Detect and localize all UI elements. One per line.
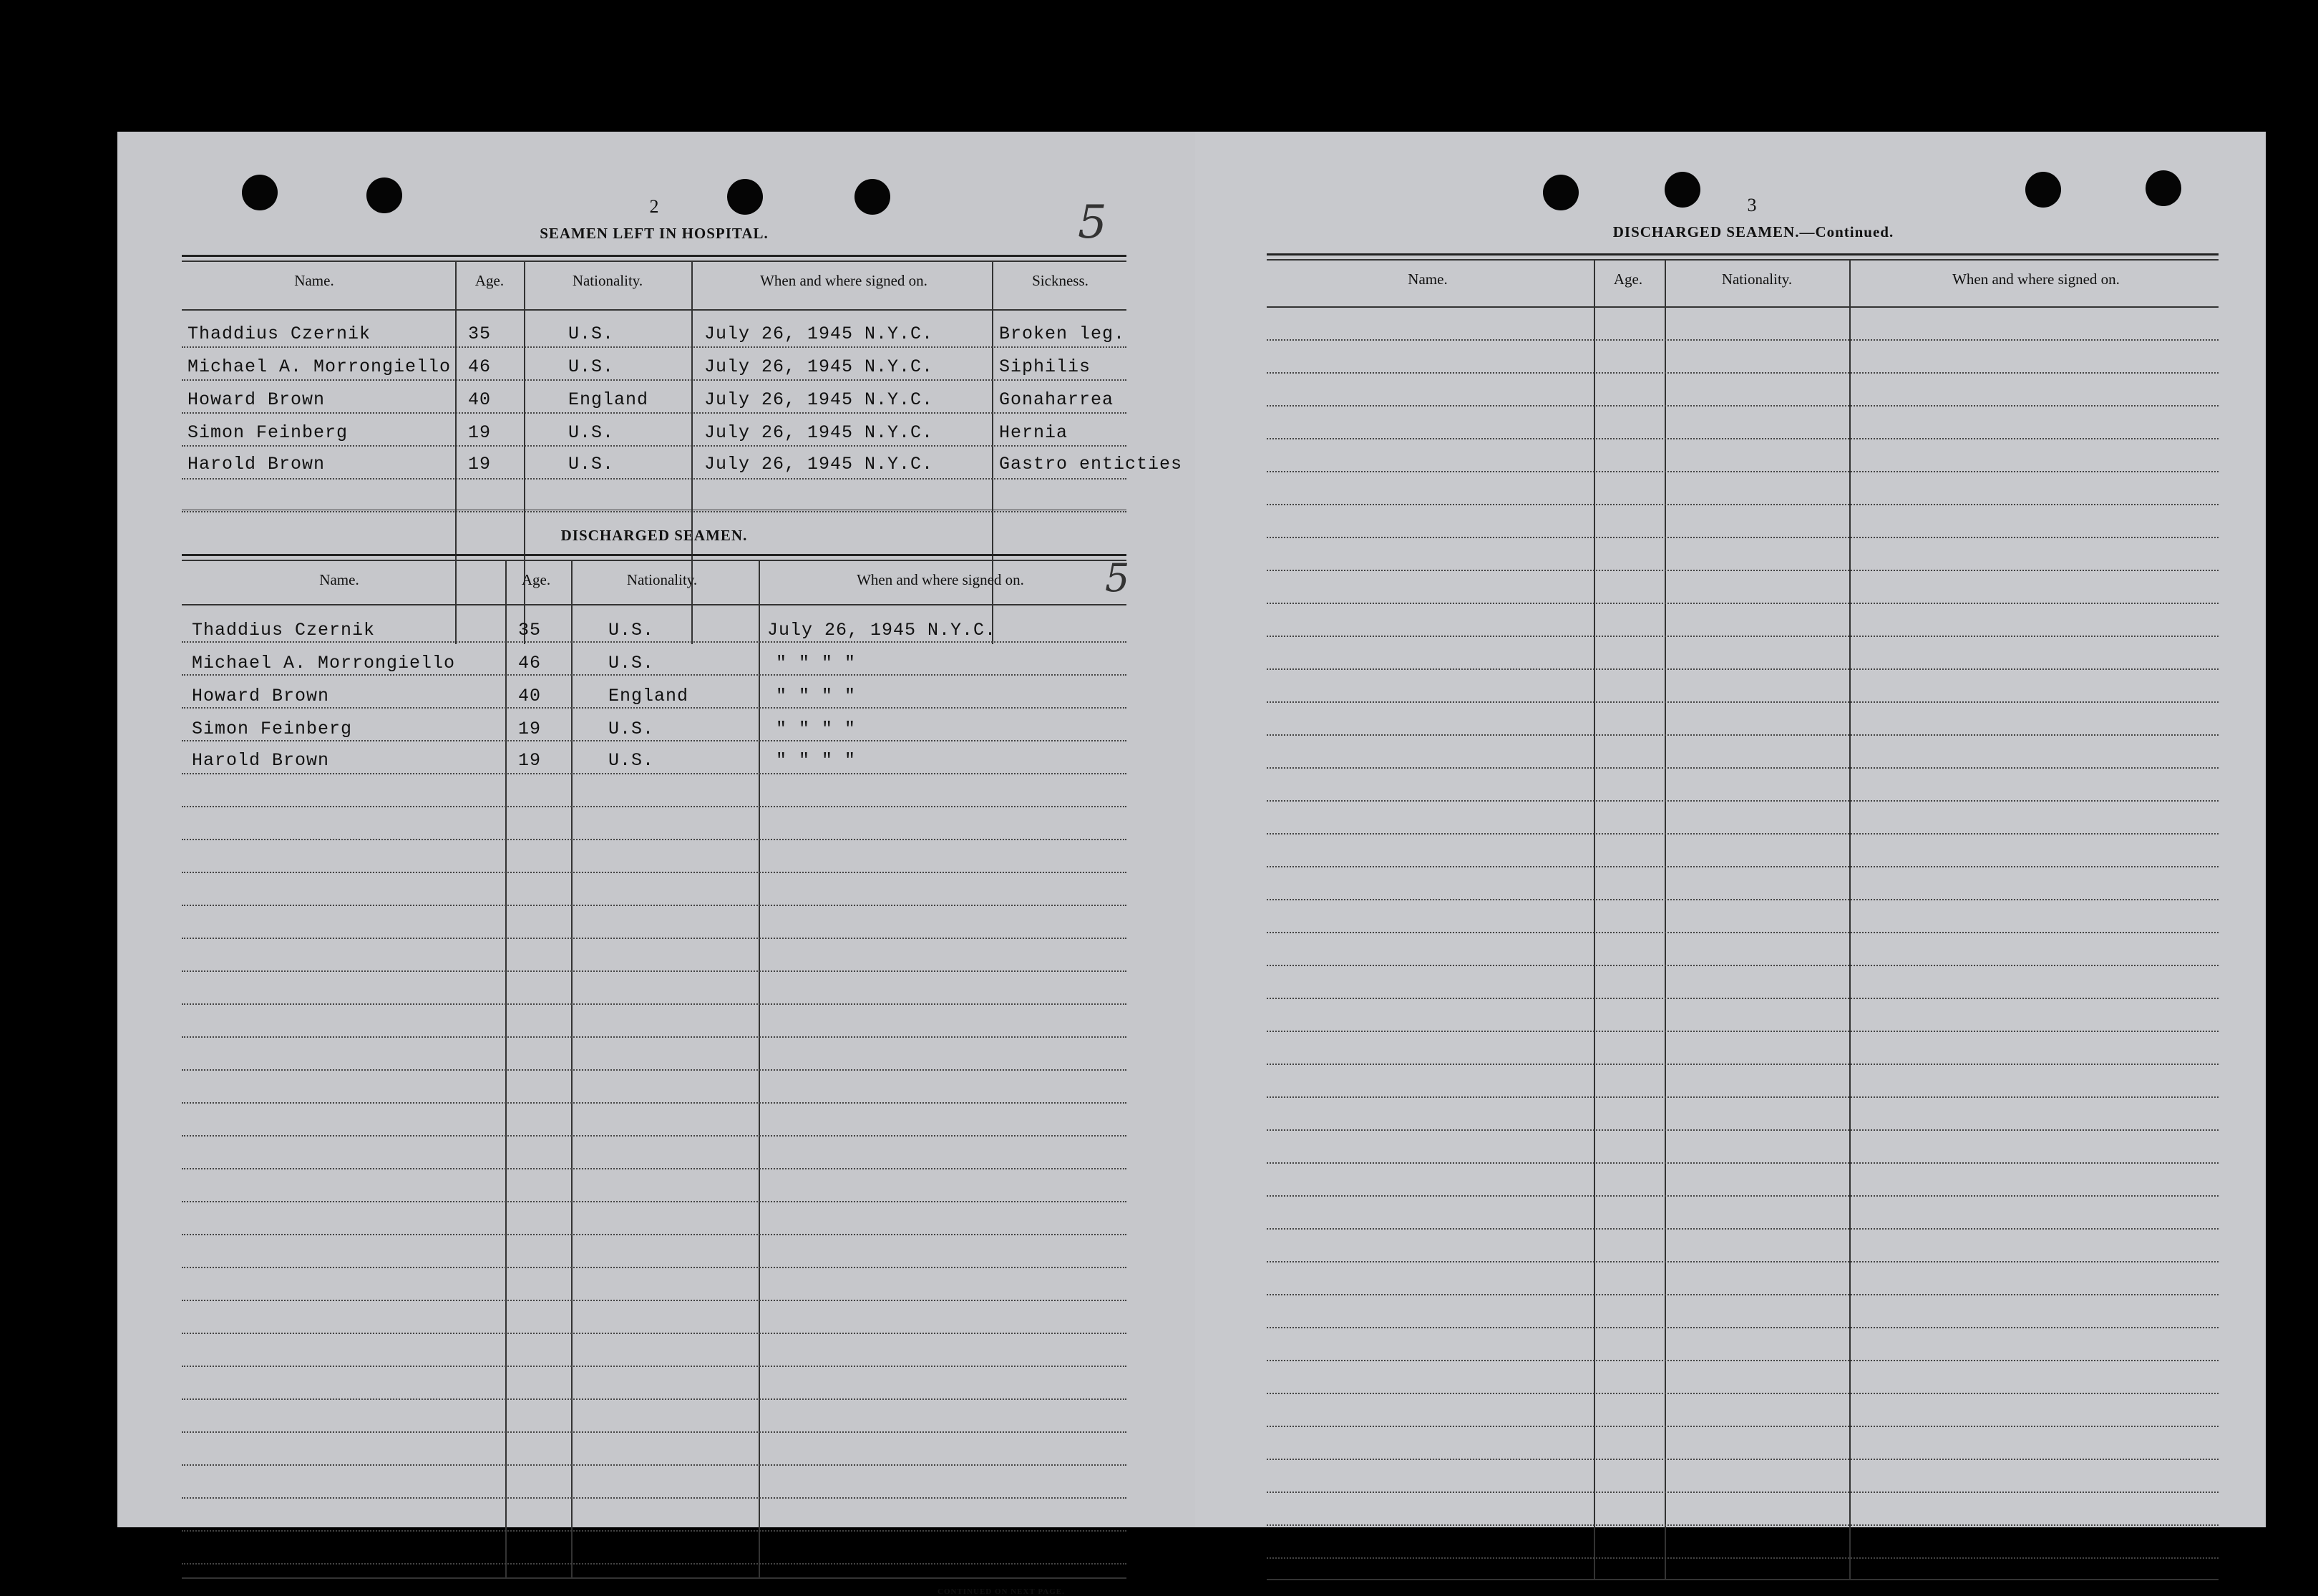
ruled-line — [182, 1333, 1126, 1334]
ruled-line — [182, 1135, 1126, 1137]
ruled-line — [1267, 636, 2219, 637]
ruled-line — [182, 1267, 1126, 1268]
signed-on-cell: " " " " — [776, 653, 857, 673]
name-cell: Thaddius Czernik — [188, 323, 371, 344]
nationality-cell: U.S. — [568, 356, 615, 377]
nationality-cell: U.S. — [608, 719, 655, 739]
ruled-line — [1267, 1129, 2219, 1131]
hospital-section-title: SEAMEN LEFT IN HOSPITAL. — [540, 225, 769, 242]
nationality-cell: U.S. — [608, 653, 655, 673]
nationality-cell: U.S. — [568, 323, 615, 344]
ruled-line — [1267, 372, 2219, 374]
name-cell: Harold Brown — [192, 750, 330, 771]
ruled-line — [1267, 701, 2219, 703]
col-header-name: Name. — [319, 571, 359, 588]
signed-on-cell: July 26, 1945 N.Y.C. — [704, 323, 934, 344]
ruled-line — [1267, 504, 2219, 505]
continued-note: CONTINUED ON NEXT PAGE. — [938, 1587, 1065, 1596]
ruled-line — [1267, 1557, 2219, 1559]
binder-hole — [242, 175, 278, 210]
signed-on-cell: " " " " — [776, 686, 857, 706]
name-cell: Simon Feinberg — [188, 422, 349, 443]
ruled-line — [1267, 1327, 2219, 1328]
ruled-line — [1267, 866, 2219, 867]
ruled-line — [182, 806, 1126, 807]
ruled-line — [1267, 1096, 2219, 1098]
nationality-cell: U.S. — [568, 454, 615, 475]
col-header-age: Age. — [521, 571, 551, 588]
sickness-cell: Hernia — [999, 422, 1068, 443]
ruled-line — [182, 740, 1126, 741]
binder-hole — [1543, 175, 1579, 210]
age-cell: 40 — [518, 686, 542, 706]
ruled-line — [182, 1069, 1126, 1071]
col-header-sickness: Sickness. — [1032, 272, 1089, 289]
col-header-name: Name. — [294, 272, 334, 289]
nationality-cell: England — [568, 389, 649, 410]
ruled-line — [1267, 1195, 2219, 1197]
col-header-signed-on: When and where signed on. — [760, 272, 927, 289]
binder-hole — [366, 177, 402, 213]
right-page — [1195, 132, 2266, 1527]
ruled-line — [182, 1003, 1126, 1005]
ruled-line — [1267, 998, 2219, 999]
discharged-section-title: DISCHARGED SEAMEN. — [560, 527, 748, 544]
age-cell: 35 — [518, 620, 542, 641]
margin-mark: 5 — [1078, 196, 1107, 249]
age-cell: 46 — [468, 356, 492, 377]
ruled-line — [1267, 965, 2219, 966]
ruled-line — [182, 773, 1126, 774]
ruled-line — [182, 1036, 1126, 1038]
ruled-line — [1267, 603, 2219, 604]
signed-on-cell: " " " " — [776, 719, 857, 739]
ruled-line — [182, 1464, 1126, 1466]
ruled-line — [1267, 1492, 2219, 1493]
name-cell: Harold Brown — [188, 454, 326, 475]
ruled-line — [182, 641, 1126, 643]
name-cell: Michael A. Morrongiello — [192, 653, 456, 673]
ruled-line — [1267, 1459, 2219, 1460]
col-header-nationality: Nationality. — [1721, 271, 1793, 288]
sickness-cell: Siphilis — [999, 356, 1091, 377]
nationality-cell: U.S. — [608, 750, 655, 771]
signed-on-cell: July 26, 1945 N.Y.C. — [704, 422, 934, 443]
ruled-line — [1267, 537, 2219, 538]
name-cell: Howard Brown — [192, 686, 330, 706]
signed-on-cell: July 26, 1945 N.Y.C. — [704, 389, 934, 410]
ruled-line — [1267, 1426, 2219, 1427]
age-cell: 19 — [468, 422, 492, 443]
binder-hole — [727, 179, 763, 215]
ruled-line — [182, 1234, 1126, 1235]
age-cell: 19 — [518, 719, 542, 739]
ruled-line — [182, 1300, 1126, 1301]
ruled-line — [1267, 1162, 2219, 1164]
col-header-signed-on: When and where signed on. — [1952, 271, 2120, 288]
signed-on-cell: July 26, 1945 N.Y.C. — [704, 356, 934, 377]
age-cell: 35 — [468, 323, 492, 344]
binder-hole — [2146, 170, 2181, 206]
sickness-cell: Gastro enticties — [999, 454, 1183, 475]
binder-hole — [854, 179, 890, 215]
name-cell: Michael A. Morrongiello — [188, 356, 452, 377]
ruled-line — [1267, 405, 2219, 407]
col-header-nationality: Nationality. — [626, 571, 698, 588]
ruled-line — [182, 1398, 1126, 1400]
ruled-line — [1267, 1393, 2219, 1394]
ruled-line — [1267, 932, 2219, 933]
col-header-signed-on: When and where signed on. — [857, 571, 1024, 588]
nationality-cell: U.S. — [568, 422, 615, 443]
ruled-line — [182, 1431, 1126, 1433]
ruled-line — [182, 1366, 1126, 1367]
ruled-line — [182, 1201, 1126, 1202]
ruled-line — [1267, 438, 2219, 439]
ruled-line — [1267, 668, 2219, 670]
ruled-line — [1267, 734, 2219, 736]
name-cell: Simon Feinberg — [192, 719, 353, 739]
page-number: 3 — [1747, 195, 1757, 215]
page-number: 2 — [649, 196, 659, 217]
age-cell: 19 — [468, 454, 492, 475]
ruled-line — [1267, 1524, 2219, 1526]
ruled-line — [1267, 833, 2219, 835]
name-cell: Howard Brown — [188, 389, 326, 410]
ruled-line — [1267, 1064, 2219, 1065]
binder-hole — [2025, 172, 2061, 208]
signed-on-cell: July 26, 1945 N.Y.C. — [704, 454, 934, 475]
ruled-line — [1267, 899, 2219, 900]
ruled-line — [1267, 1261, 2219, 1262]
ruled-line — [1267, 471, 2219, 472]
ruled-line — [182, 707, 1126, 709]
left-page — [117, 132, 1198, 1596]
ruled-line — [1267, 1031, 2219, 1032]
name-cell: Thaddius Czernik — [192, 620, 376, 641]
nationality-cell: U.S. — [608, 620, 655, 641]
ruled-line — [182, 970, 1126, 972]
signed-on-cell: July 26, 1945 N.Y.C. — [767, 620, 997, 641]
sickness-cell: Gonaharrea — [999, 389, 1114, 410]
age-cell: 19 — [518, 750, 542, 771]
col-header-nationality: Nationality. — [572, 272, 643, 289]
ruled-line — [1267, 1228, 2219, 1230]
col-header-age: Age. — [1613, 271, 1643, 288]
ruled-line — [1267, 1360, 2219, 1361]
ruled-line — [182, 1168, 1126, 1169]
sickness-cell: Broken leg. — [999, 323, 1126, 344]
col-header-age: Age. — [474, 272, 505, 289]
ruled-line — [1267, 1294, 2219, 1295]
right-section-title: DISCHARGED SEAMEN.—Continued. — [1612, 223, 1894, 240]
nationality-cell: England — [608, 686, 689, 706]
age-cell: 40 — [468, 389, 492, 410]
signed-on-cell: " " " " — [776, 750, 857, 771]
ruled-line — [182, 1497, 1126, 1499]
ruled-line — [182, 674, 1126, 676]
ruled-line — [182, 1102, 1126, 1104]
ruled-line — [182, 938, 1126, 939]
ruled-line — [182, 839, 1126, 840]
ruled-line — [182, 1530, 1126, 1532]
ruled-line — [1267, 767, 2219, 769]
ruled-line — [1267, 800, 2219, 802]
ruled-line — [182, 905, 1126, 906]
binder-hole — [1665, 172, 1700, 208]
ruled-line — [182, 1563, 1126, 1565]
margin-mark: 5 — [1105, 555, 1130, 600]
ruled-line — [182, 872, 1126, 873]
col-header-name: Name. — [1408, 271, 1448, 288]
ruled-line — [1267, 339, 2219, 341]
age-cell: 46 — [518, 653, 542, 673]
ruled-line — [1267, 570, 2219, 571]
